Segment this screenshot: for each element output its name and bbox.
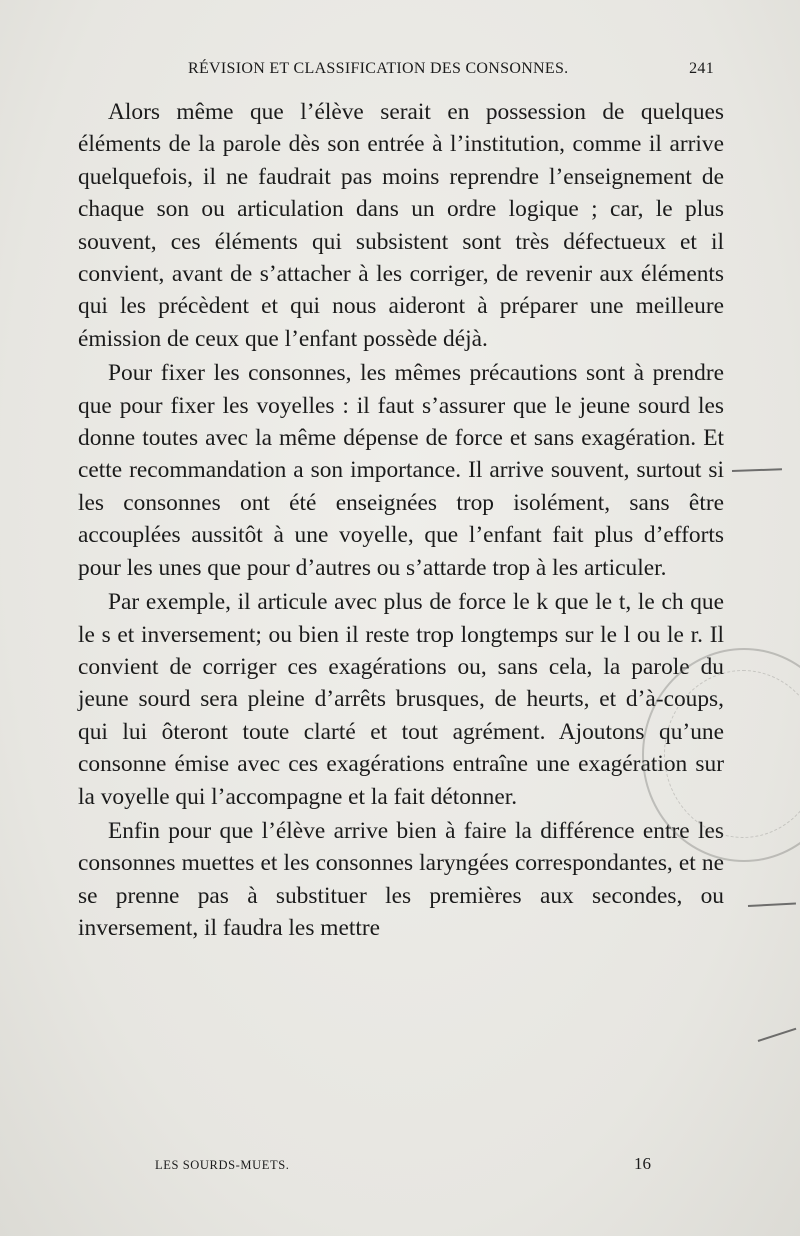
margin-pencil-mark-1 [732,468,782,472]
footer-sheet-number: 16 [634,1154,651,1173]
body-text [78,96,724,945]
margin-pencil-mark-3 [758,1028,797,1042]
paragraph-4: Enfin pour que l’élève arrive bien à faire la différence entre les consonnes muettes et les consonnes laryngées correspondantes, et ne se prenne pas à substituer les premières aux secondes, ou inversement, il faudra les mettre [78,817,724,942]
margin-pencil-mark-2 [748,902,796,907]
paragraph-3: Par exemple, il articule avec plus de force le k que le t, le ch que le s et inversement; ou bien il reste trop longtemps sur le l ou le r. Il convient de corriger ces exagérations ou, sans cela, la parole du jeune sourd sera pleine d’arrêts brusques, de heurts, et d’à-coups, qui lui ôteront toute clarté et tout agrément. Ajoutons qu’une consonne émise avec ces exagérations entraîne une exagération sur la voyelle qui l’accompagne et la fait détonner. [78,589,724,810]
running-title: RÉVISION ET CLASSIFICATION DES CONSONNES. [188,60,569,77]
page-number: 241 [689,60,714,77]
paragraph-1: Alors même que l’élève serait en possession de quelques éléments de la parole dès son entrée à l’institution, comme il arrive quelquefois, il ne faudrait pas moins reprendre l’enseignement de chaque son ou articulation dans un ordre logique ; car, le plus souvent, ces éléments qui subsistent sont très défectueux et il convient, avant de s’attacher à les corriger, de revenir aux éléments qui les précèdent et qui nous aideront à préparer une meilleure émission de ceux que l’enfant possède déjà. [78,99,724,352]
running-header [78,60,714,84]
footer-signature: LES SOURDS-MUETS. [155,1158,290,1172]
paragraph-2: Pour fixer les consonnes, les mêmes précautions sont à prendre que pour fixer les voyelles : il faut s’assurer que le jeune sourd les donne toutes avec la même dépense de force et sans exagération. Et cette recommandation a son importance. Il arrive souvent, surtout si les consonnes ont été enseignées trop isolément, sans être accouplées aussitôt à une voyelle, que l’enfant fait plus d’efforts pour les unes que pour d’autres ou s’attarde trop à les articuler. [78,360,724,581]
